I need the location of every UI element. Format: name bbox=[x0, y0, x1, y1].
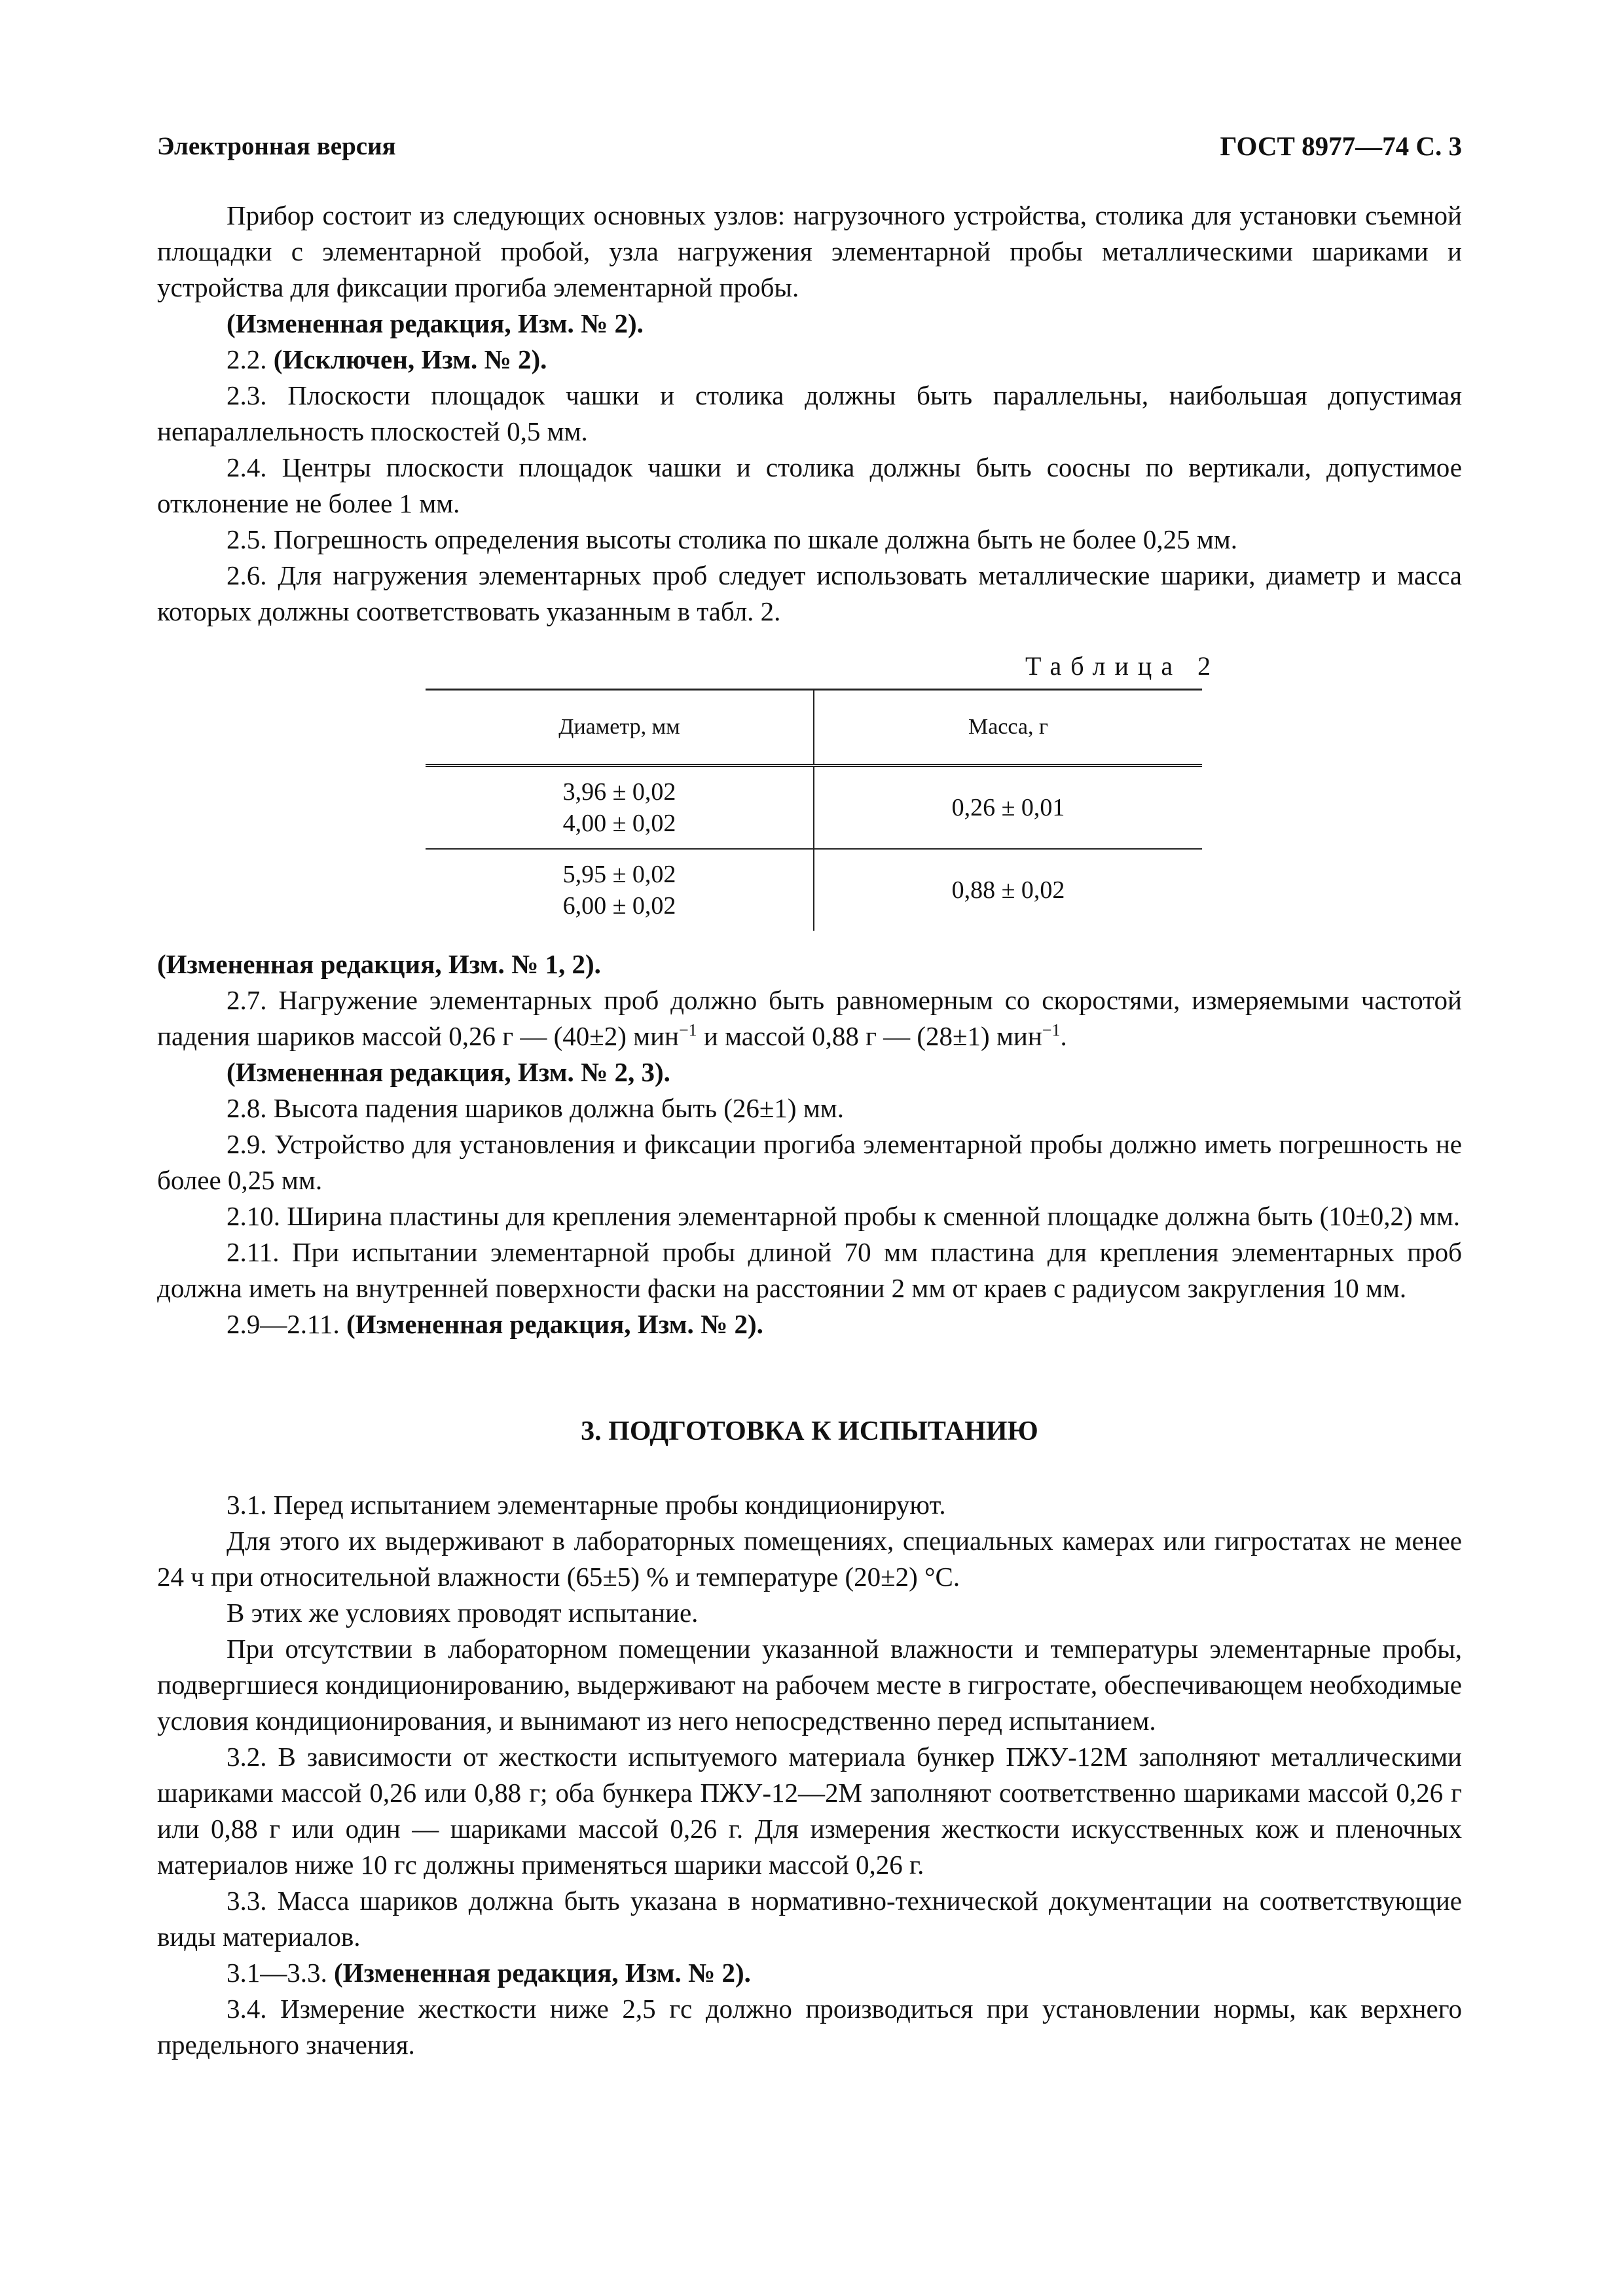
section-3-body bbox=[157, 1487, 1462, 2063]
header-edition-label: Электронная версия bbox=[157, 132, 396, 160]
table-row bbox=[426, 849, 1202, 931]
table-2 bbox=[426, 689, 1202, 931]
paragraph-3-4: 3.4. Измерение жесткости ниже 2,5 гс должно производиться при установлении нормы, как верхнего предельного значения. bbox=[157, 1994, 1462, 2060]
diameter-value: 5,95 ± 0,02 bbox=[562, 861, 676, 888]
section-title: 3. ПОДГОТОВКА К ИСПЫТАНИЮ bbox=[581, 1416, 1038, 1446]
text-run: и массой 0,88 г — (28±1) мин bbox=[697, 1021, 1042, 1051]
paragraph-2-9: 2.9. Устройство для установления и фиксации прогиба элементарной пробы должно иметь погрешность не более 0,25 мм. bbox=[157, 1129, 1462, 1195]
diameter-value: 3,96 ± 0,02 bbox=[562, 778, 676, 806]
paragraph-3-1-conditions: Для этого их выдерживают в лабораторных помещениях, специальных камерах или гигростатах не менее 24 ч при относительной влажности (65±5) % и температуре (20±2) °С. bbox=[157, 1526, 1462, 1592]
section-2-continued bbox=[157, 198, 1462, 630]
table-caption: Таблица 2 bbox=[1025, 651, 1220, 681]
paragraph-2-6: 2.6. Для нагружения элементарных проб следует использовать металлические шарики, диаметр и масса которых должны соответствовать указанным в табл. 2. bbox=[157, 560, 1462, 626]
table-header-mass: Масса, г bbox=[814, 690, 1202, 766]
paragraph-3-1-same-conditions: В этих же условиях проводят испытание. bbox=[227, 1598, 699, 1628]
paragraph-3-3: 3.3. Масса шариков должна быть указана в нормативно-технической документации на соответствующие виды материалов. bbox=[157, 1886, 1462, 1952]
amendment-note: (Измененная редакция, Изм. № 2, 3). bbox=[227, 1057, 670, 1087]
header-standard-page: ГОСТ 8977—74 С. 3 bbox=[1220, 131, 1462, 161]
table-cell-mass: 0,88 ± 0,02 bbox=[951, 876, 1065, 904]
paragraph-3-1-absence: При отсутствии в лабораторном помещении указанной влажности и температуры элементарные пробы, подвергшиеся кондиционированию, выдерживают на рабочем месте в гигростате, обеспечивающем необходимые условия кондиционирования, и вынимают из него непосредственно перед испытанием. bbox=[157, 1634, 1462, 1736]
paragraph-2-2 bbox=[157, 342, 1462, 378]
paragraph-2-3: 2.3. Плоскости площадок чашки и столика должны быть параллельны, наибольшая допустимая непараллельность плоскостей 0,5 мм. bbox=[157, 380, 1462, 446]
clause-number: 2.9—2.11. bbox=[227, 1309, 346, 1339]
clause-number: 3.1—3.3. bbox=[227, 1958, 334, 1988]
text-run: . bbox=[1060, 1021, 1067, 1051]
paragraph-device-units: Прибор состоит из следующих основных узлов: нагрузочного устройства, столика для установки съемной площадки с элементарной пробой, узла нагружения элементарной пробы металлическими шариками и устройства для фиксации прогиба элементарной пробы. bbox=[157, 200, 1462, 302]
paragraph-2-8: 2.8. Высота падения шариков должна быть (26±1) мм. bbox=[227, 1093, 844, 1123]
diameter-value: 4,00 ± 0,02 bbox=[562, 810, 676, 837]
table-cell-mass: 0,26 ± 0,01 bbox=[814, 766, 1202, 850]
superscript: −1 bbox=[679, 1020, 697, 1040]
amendment-note: (Измененная редакция, Изм. № 2). bbox=[227, 308, 644, 338]
paragraph-2-10: 2.10. Ширина пластины для крепления элементарной пробы к сменной площадке должна быть (10±0,2) мм. bbox=[227, 1201, 1461, 1231]
excluded-note: (Исключен, Изм. № 2). bbox=[273, 344, 547, 374]
amendment-note: (Измененная редакция, Изм. № 1, 2). bbox=[157, 949, 601, 979]
amendment-note: (Измененная редакция, Изм. № 2). bbox=[346, 1309, 763, 1339]
text-run: 2.7. Нагружение элементарных проб должно быть равномерным со скоростями, измеряемыми частотой падения шариков массой 0,26 г — (40±2) мин bbox=[157, 985, 1462, 1051]
table-row bbox=[426, 766, 1202, 850]
table-cell-diameter bbox=[426, 849, 814, 931]
clause-number: 2.2. bbox=[227, 344, 274, 374]
paragraph-2-4: 2.4. Центры плоскости площадок чашки и столика должны быть соосны по вертикали, допустимое отклонение не более 1 мм. bbox=[157, 452, 1462, 518]
amendment-note: (Измененная редакция, Изм. № 2). bbox=[334, 1958, 751, 1988]
paragraph-3-2: 3.2. В зависимости от жесткости испытуемого материала бункер ПЖУ-12М заполняют металлическими шариками массой 0,26 или 0,88 г; оба бункера ПЖУ-12—2М заполняют соответственно шариками массой 0,26 г или 0,88 г или один — шариками массой 0,26 г. Для измерения жесткости искусственных кож и пленочных материалов ниже 10 гс должны применяться шарики массой 0,26 г. bbox=[157, 1742, 1462, 1880]
paragraph-2-5: 2.5. Погрешность определения высоты столика по шкале должна быть не более 0,25 мм. bbox=[227, 524, 1237, 554]
table-header-diameter: Диаметр, мм bbox=[426, 690, 814, 766]
section-2-requirements bbox=[157, 946, 1462, 1342]
section-3 bbox=[157, 1414, 1462, 1450]
superscript: −1 bbox=[1042, 1020, 1061, 1040]
paragraph-3-1-3-3 bbox=[157, 1955, 1462, 1991]
paragraph-2-9-2-11 bbox=[157, 1306, 1462, 1342]
table-cell-diameter bbox=[426, 766, 814, 850]
paragraph-2-11: 2.11. При испытании элементарной пробы длиной 70 мм пластина для крепления элементарных проб должна иметь на внутренней поверхности фаски на расстоянии 2 мм от краев с радиусом закругления 10 мм. bbox=[157, 1237, 1462, 1303]
paragraph-2-7 bbox=[157, 982, 1462, 1054]
diameter-value: 6,00 ± 0,02 bbox=[562, 892, 676, 920]
paragraph-3-1: 3.1. Перед испытанием элементарные пробы кондиционируют. bbox=[227, 1490, 946, 1520]
